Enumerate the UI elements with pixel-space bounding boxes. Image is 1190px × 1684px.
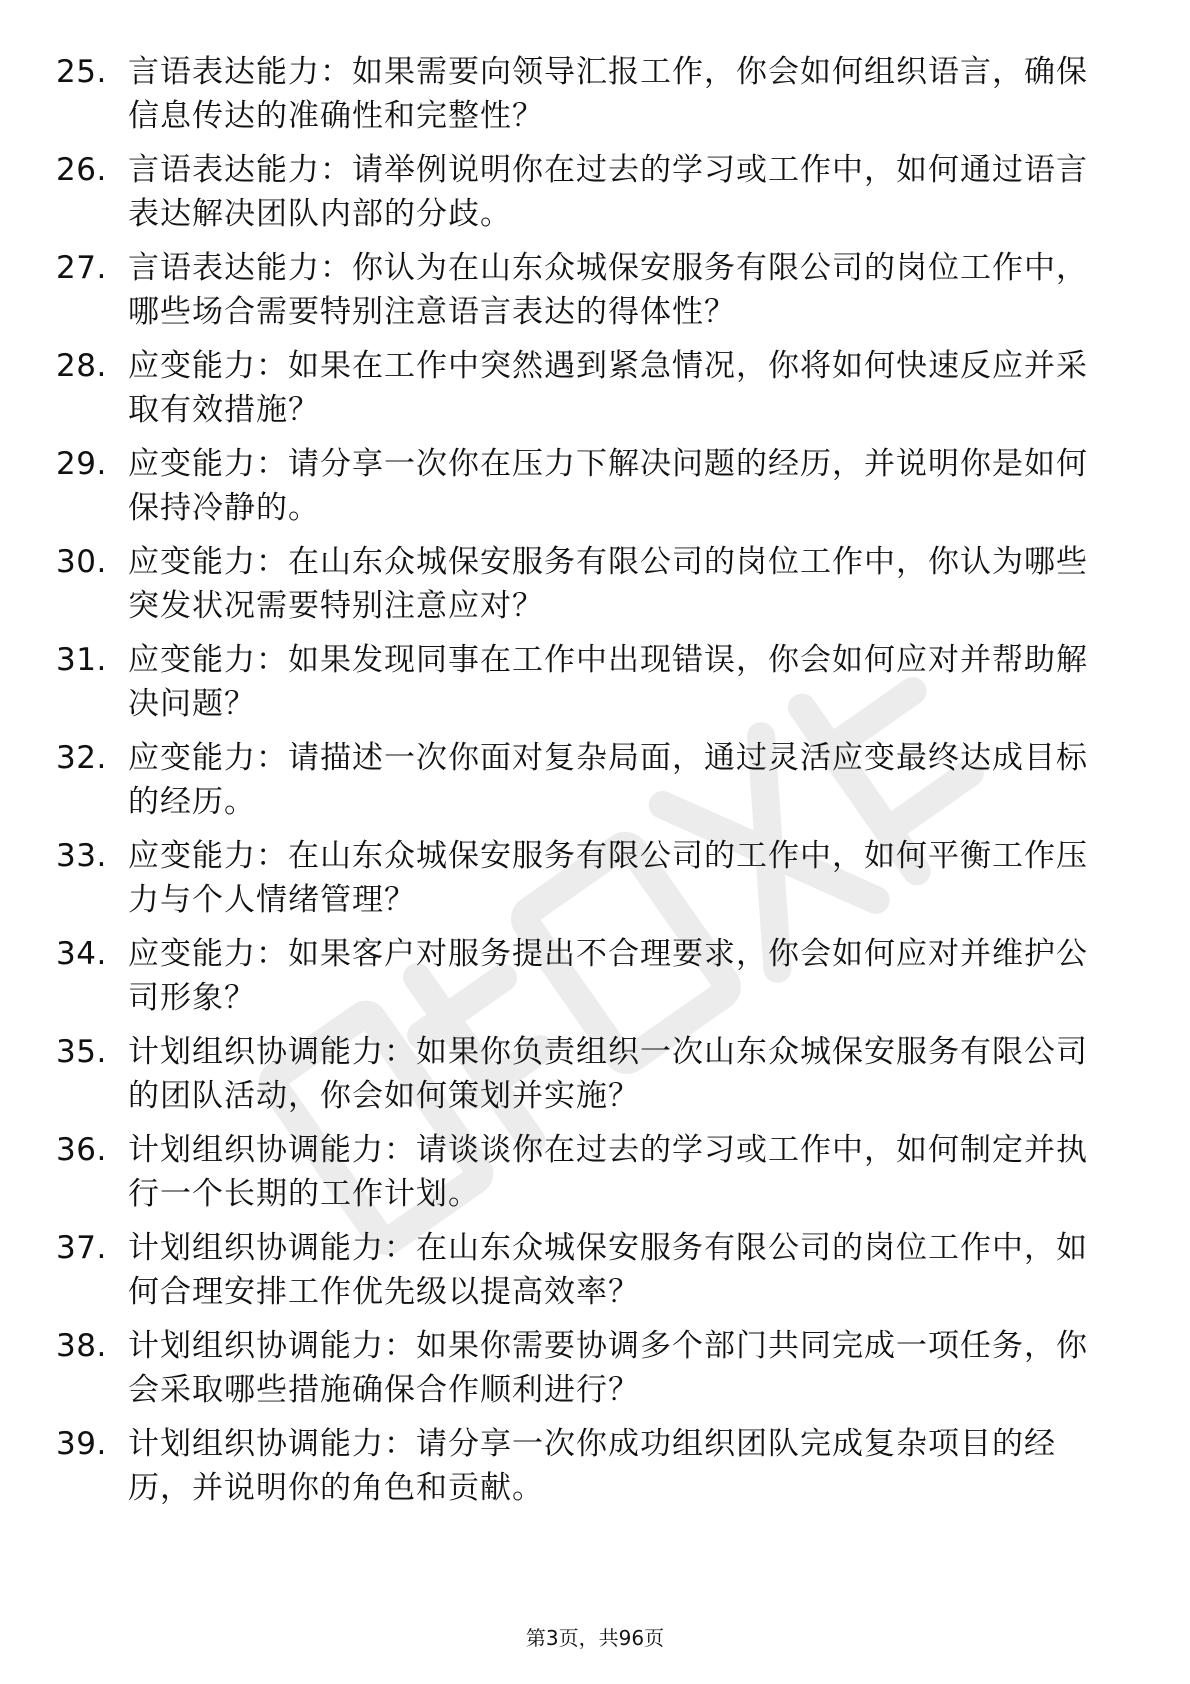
question-text: 言语表达能力：请举例说明你在过去的学习或工作中，如何通过语言表达解决团队内部的分歧。 bbox=[128, 152, 1088, 232]
question-number: 39. bbox=[56, 1426, 107, 1462]
question-item bbox=[56, 50, 1116, 148]
question-item bbox=[56, 540, 1116, 638]
question-item bbox=[56, 1422, 1116, 1520]
question-item bbox=[56, 1324, 1116, 1422]
question-item bbox=[56, 148, 1116, 246]
question-number: 32. bbox=[56, 740, 107, 776]
question-text: 言语表达能力：你认为在山东众城保安服务有限公司的岗位工作中，哪些场合需要特别注意语言表达的得体性？ bbox=[128, 250, 1088, 330]
question-text: 言语表达能力：如果需要向领导汇报工作，你会如何组织语言，确保信息传达的准确性和完整性？ bbox=[128, 54, 1088, 134]
question-text: 应变能力：如果在工作中突然遇到紧急情况，你将如何快速反应并采取有效措施？ bbox=[128, 348, 1088, 428]
question-text: 应变能力：如果客户对服务提出不合理要求，你会如何应对并维护公司形象？ bbox=[128, 936, 1088, 1016]
page-footer bbox=[0, 1624, 1190, 1652]
question-item bbox=[56, 246, 1116, 344]
question-text: 应变能力：在山东众城保安服务有限公司的工作中，如何平衡工作压力与个人情绪管理？ bbox=[128, 838, 1088, 918]
question-item bbox=[56, 834, 1116, 932]
question-item bbox=[56, 638, 1116, 736]
question-number: 29. bbox=[56, 446, 107, 482]
question-number: 30. bbox=[56, 544, 107, 580]
question-item bbox=[56, 1030, 1116, 1128]
question-text: 计划组织协调能力：如果你负责组织一次山东众城保安服务有限公司的团队活动，你会如何策划并实施？ bbox=[128, 1034, 1088, 1114]
question-number: 28. bbox=[56, 348, 107, 384]
question-number: 37. bbox=[56, 1230, 107, 1266]
question-text: 应变能力：在山东众城保安服务有限公司的岗位工作中，你认为哪些突发状况需要特别注意应对？ bbox=[128, 544, 1088, 624]
question-number: 31. bbox=[56, 642, 107, 678]
question-number: 25. bbox=[56, 54, 107, 90]
question-item bbox=[56, 736, 1116, 834]
question-item bbox=[56, 442, 1116, 540]
question-item bbox=[56, 344, 1116, 442]
question-text: 应变能力：如果发现同事在工作中出现错误，你会如何应对并帮助解决问题？ bbox=[128, 642, 1088, 722]
question-number: 33. bbox=[56, 838, 107, 874]
page-number-label: 第3页，共96页 bbox=[525, 1626, 665, 1650]
question-number: 35. bbox=[56, 1034, 107, 1070]
question-number: 34. bbox=[56, 936, 107, 972]
question-text: 应变能力：请描述一次你面对复杂局面，通过灵活应变最终达成目标的经历。 bbox=[128, 740, 1088, 820]
question-text: 计划组织协调能力：在山东众城保安服务有限公司的岗位工作中，如何合理安排工作优先级以提高效率？ bbox=[128, 1230, 1088, 1310]
question-number: 27. bbox=[56, 250, 107, 286]
question-text: 计划组织协调能力：如果你需要协调多个部门共同完成一项任务，你会采取哪些措施确保合作顺利进行？ bbox=[128, 1328, 1088, 1408]
question-list bbox=[56, 50, 1116, 1520]
question-item bbox=[56, 1226, 1116, 1324]
question-text: 计划组织协调能力：请分享一次你成功组织团队完成复杂项目的经历，并说明你的角色和贡献。 bbox=[128, 1426, 1056, 1506]
question-item bbox=[56, 1128, 1116, 1226]
question-item bbox=[56, 932, 1116, 1030]
question-text: 应变能力：请分享一次你在压力下解决问题的经历，并说明你是如何保持冷静的。 bbox=[128, 446, 1088, 526]
question-number: 36. bbox=[56, 1132, 107, 1168]
question-text: 计划组织协调能力：请谈谈你在过去的学习或工作中，如何制定并执行一个长期的工作计划。 bbox=[128, 1132, 1088, 1212]
question-number: 38. bbox=[56, 1328, 107, 1364]
question-number: 26. bbox=[56, 152, 107, 188]
